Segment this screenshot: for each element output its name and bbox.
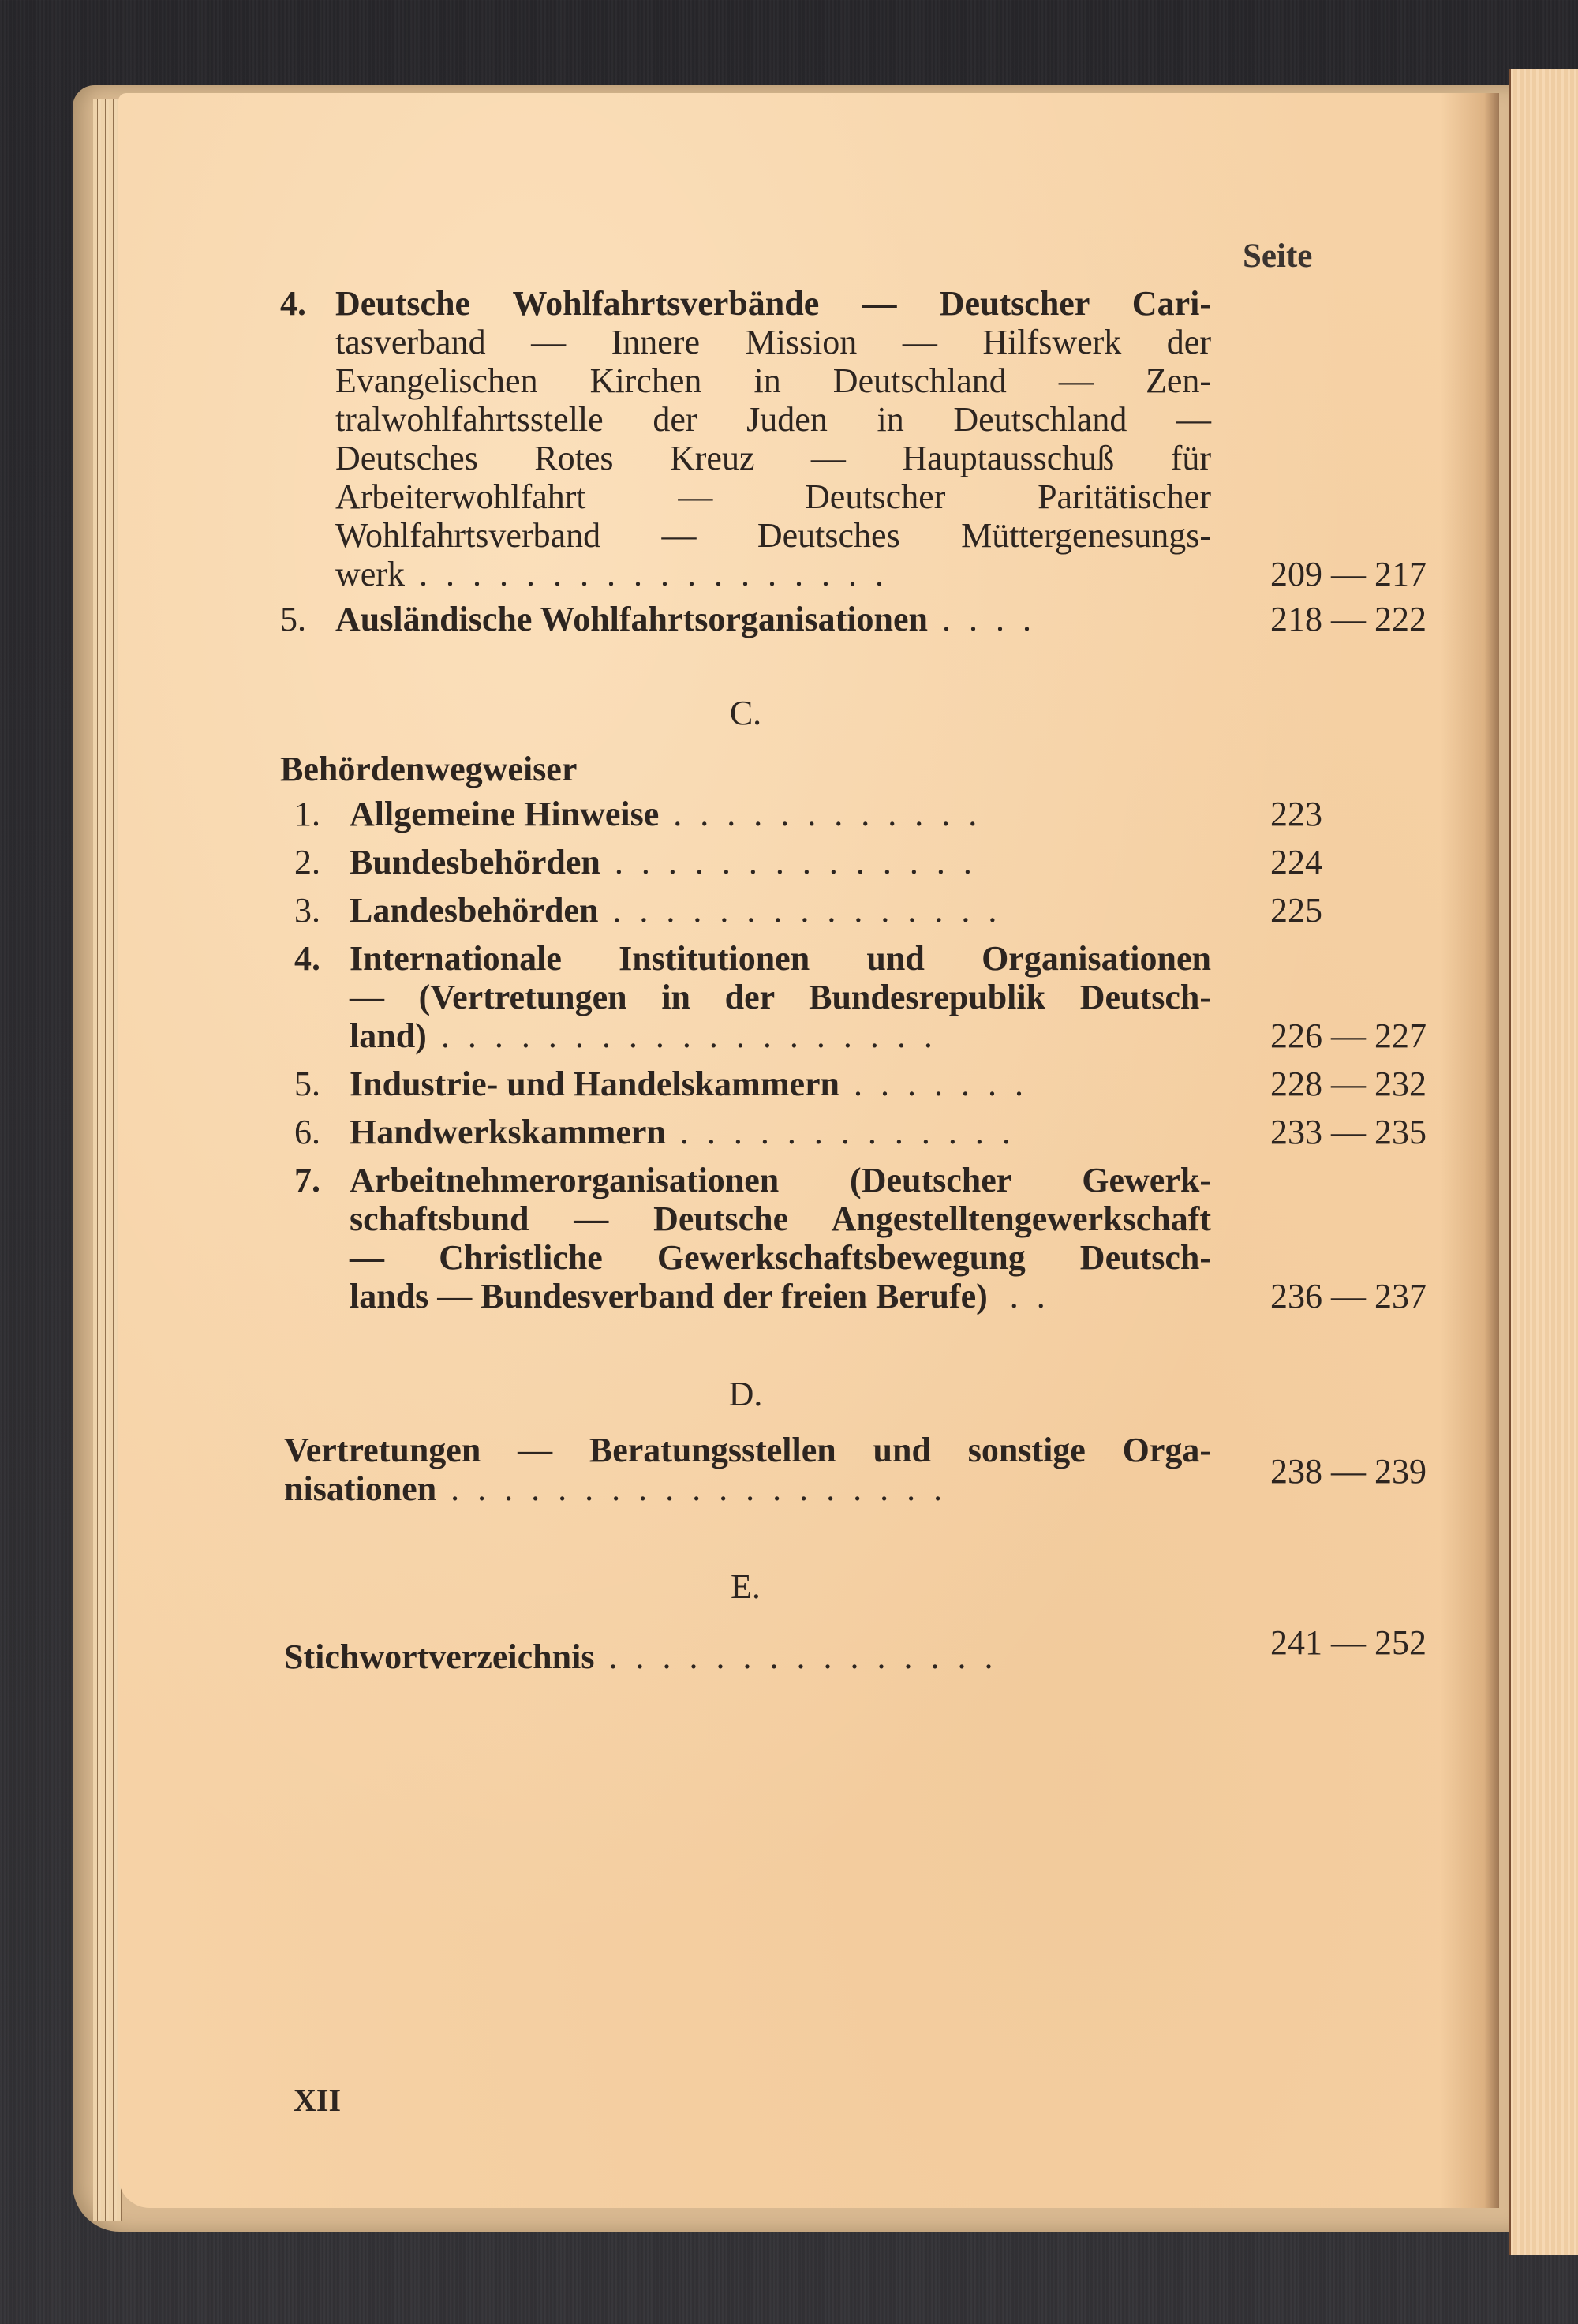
entry-text: Ausländische Wohlfahrtsorganisationen — [335, 600, 929, 638]
entry-number: 2. — [294, 843, 320, 881]
dot-leader: . . . . . . . . . . . . . . . — [612, 891, 1002, 930]
entry-text: Deutsches Rotes Kreuz — Hauptausschuß für — [335, 439, 1211, 477]
entry-text: Bundesbehörden — [350, 843, 600, 881]
page-range: 241 — 252 — [1270, 1623, 1427, 1662]
entry-line — [280, 600, 1211, 638]
dot-leader: . . . . . . . . . . . . . . . — [608, 1637, 998, 1676]
entry-line — [294, 1065, 1211, 1103]
entry-text: Arbeitnehmerorganisationen (Deutscher Gewerk- — [350, 1161, 1211, 1199]
dot-leader: . . . . . . . . . . . . . . . . . . — [418, 555, 888, 593]
entry-text: Vertretungen — Beratungsstellen und sonstige Orga- — [284, 1431, 1211, 1469]
page-range: 233 — 235 — [1270, 1113, 1427, 1151]
entry-text: werk — [335, 555, 405, 593]
entry-text: Internationale Institutionen und Organisationen — [350, 939, 1211, 978]
dot-leader: . . . . . . . . . . . . . . — [614, 843, 977, 881]
toc-entry-c1 — [280, 795, 1456, 833]
entry-line — [280, 323, 1211, 361]
page-edges — [93, 99, 122, 2221]
entry-number: 3. — [294, 891, 320, 930]
entry-text: Deutsche Wohlfahrtsverbände — Deutscher Cari- — [335, 284, 1211, 323]
entry-line — [280, 439, 1211, 477]
dot-leader: . . — [1009, 1277, 1050, 1315]
entry-line — [294, 1016, 1211, 1055]
section-letter-c: C. — [729, 694, 762, 732]
entry-line — [284, 1431, 1211, 1469]
entry-text: — Christliche Gewerkschaftsbewegung Deutsch- — [350, 1238, 1211, 1277]
table-of-contents — [280, 237, 1456, 1676]
entry-text: Stichwortverzeichnis — [284, 1637, 595, 1676]
page-range: 238 — 239 — [1270, 1452, 1427, 1491]
page-column-label: Seite — [1243, 238, 1313, 275]
entry-number: 4. — [280, 284, 306, 323]
toc-entry-c3 — [280, 891, 1456, 930]
entry-text: Landesbehörden — [350, 891, 599, 930]
page-range: 226 — 227 — [1270, 1016, 1427, 1055]
section-letter-e: E. — [731, 1567, 761, 1606]
entry-number: 4. — [294, 939, 320, 978]
entry-number: 6. — [294, 1113, 320, 1151]
toc-entry-c2 — [280, 843, 1456, 881]
entry-line — [284, 1469, 1211, 1508]
toc-entry-b4 — [280, 284, 1456, 593]
dot-leader: . . . . . . . . . . . . . — [679, 1113, 1015, 1151]
entry-line — [280, 516, 1211, 555]
entry-line — [280, 361, 1211, 400]
entry-text: — (Vertretungen in der Bundesrepublik Deutsch- — [350, 978, 1211, 1016]
entry-text: Allgemeine Hinweise — [350, 795, 660, 833]
entry-line — [284, 1637, 1211, 1676]
entry-number: 5. — [294, 1065, 320, 1103]
entry-line — [294, 1199, 1211, 1238]
entry-number: 7. — [294, 1161, 320, 1199]
entry-line — [280, 284, 1211, 323]
page-range: 209 — 217 — [1270, 555, 1427, 593]
page-range: 225 — [1270, 891, 1322, 930]
entry-text: tralwohlfahrtsstelle der Juden in Deutschland — — [335, 400, 1211, 439]
entry-line — [280, 400, 1211, 439]
page-range: 223 — [1270, 795, 1322, 833]
page-folio: XII — [294, 2083, 342, 2118]
entry-line — [294, 891, 1211, 930]
page-range: 224 — [1270, 843, 1322, 881]
page-range: 228 — 232 — [1270, 1065, 1427, 1103]
entry-line — [280, 477, 1211, 516]
entry-text: tasverband — Innere Mission — Hilfswerk der — [335, 323, 1211, 361]
entry-text: Arbeiterwohlfahrt — Deutscher Paritätischer — [335, 477, 1211, 516]
entry-line — [294, 843, 1211, 881]
entry-line — [294, 1238, 1211, 1277]
entry-line — [294, 1161, 1211, 1199]
toc-entry-c7 — [280, 1161, 1456, 1315]
entry-text: schaftsbund — Deutsche Angestelltengewerkschaft — [350, 1199, 1211, 1238]
entry-line — [294, 795, 1211, 833]
dot-leader: . . . . . . . . . . . . . . . . . . . — [451, 1469, 948, 1508]
page-column-header — [280, 237, 1456, 284]
entry-line — [294, 1113, 1211, 1151]
entry-line — [294, 1277, 1211, 1315]
toc-entry-b5 — [280, 600, 1456, 638]
section-letter-d: D. — [728, 1375, 763, 1413]
entry-number: 1. — [294, 795, 320, 833]
entry-number: 5. — [280, 600, 306, 638]
entry-line — [294, 939, 1211, 978]
section-title-c: Behördenwegweiser — [280, 750, 578, 788]
toc-entry-c4 — [280, 939, 1456, 1055]
dot-leader: . . . . . . . — [854, 1065, 1029, 1103]
dot-leader: . . . . . . . . . . . . . . . . . . . — [440, 1016, 937, 1055]
entry-line — [294, 978, 1211, 1016]
entry-text: lands — Bundesverband der freien Berufe) — [350, 1277, 988, 1315]
entry-text: Industrie- und Handelskammern — [350, 1065, 840, 1103]
toc-entry-c6 — [280, 1113, 1456, 1151]
dot-leader: . . . . . . . . . . . . — [673, 795, 982, 833]
page-range: 236 — 237 — [1270, 1277, 1427, 1315]
entry-text: Evangelischen Kirchen in Deutschland — Zen- — [335, 361, 1211, 400]
entry-line — [280, 555, 1211, 593]
toc-entry-d — [280, 1431, 1456, 1508]
facing-page-edge — [1509, 69, 1578, 2255]
entry-text: Wohlfahrtsverband — Deutsches Müttergenesungs- — [335, 516, 1211, 555]
entry-text: Handwerkskammern — [350, 1113, 666, 1151]
toc-entry-c5 — [280, 1065, 1456, 1103]
toc-entry-e — [280, 1623, 1456, 1676]
dot-leader: . . . . — [942, 600, 1037, 638]
entry-text: nisationen — [284, 1469, 437, 1508]
page-range: 218 — 222 — [1270, 600, 1427, 638]
entry-text: land) — [350, 1016, 427, 1055]
